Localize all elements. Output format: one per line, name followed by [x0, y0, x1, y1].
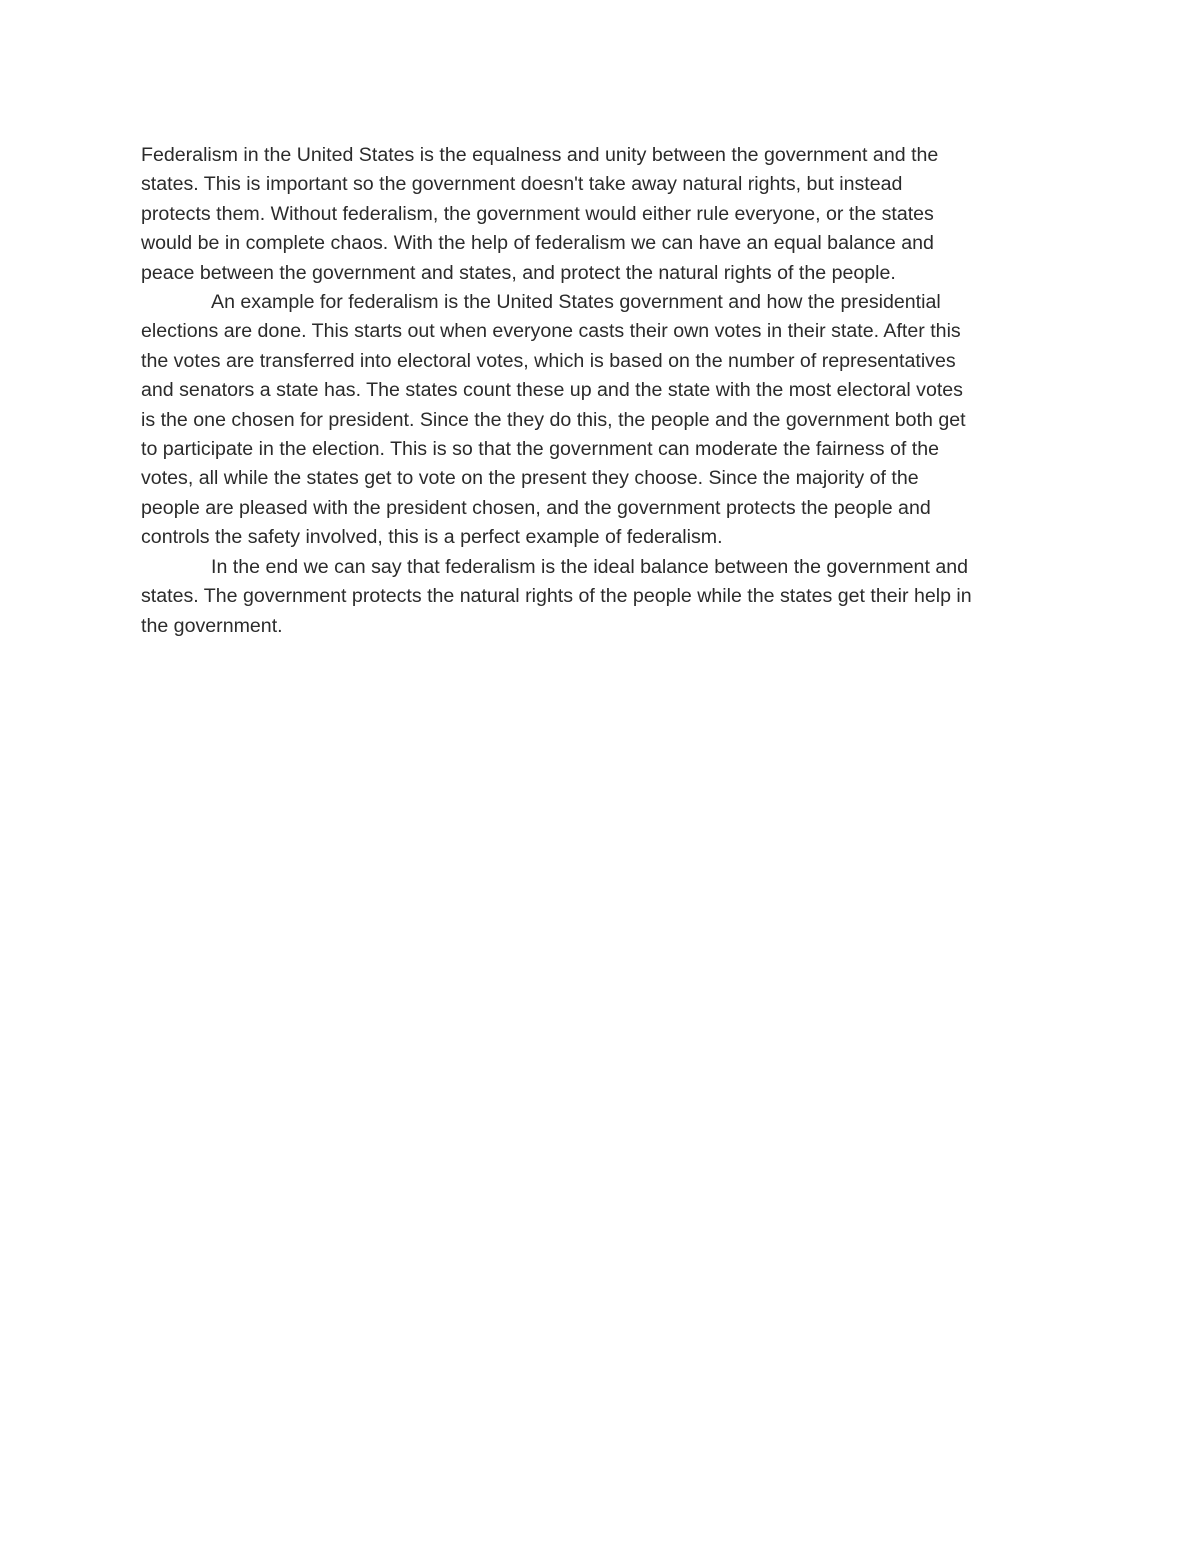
text-line: and senators a state has. The states count these up and the state with the most electoral votes — [141, 379, 963, 402]
text-line: the votes are transferred into electoral votes, which is based on the number of representatives — [141, 349, 956, 372]
text-line: votes, all while the states get to vote on the present they choose. Since the majority of the — [141, 467, 919, 490]
text-line: the government. — [141, 614, 283, 637]
text-line: peace between the government and states, and protect the natural rights of the people. — [141, 261, 896, 284]
text-line: people are pleased with the president chosen, and the government protects the people and — [141, 496, 931, 519]
text-line: states. This is important so the government doesn't take away natural rights, but instead — [141, 173, 903, 196]
text-line: An example for federalism is the United States government and how the presidential — [211, 291, 941, 314]
document-body — [141, 141, 1063, 641]
text-line: In the end we can say that federalism is the ideal balance between the government and — [211, 555, 969, 578]
paragraph-2 — [141, 288, 1063, 553]
text-line: Federalism in the United States is the equalness and unity between the government and the — [141, 144, 939, 166]
paragraph-1 — [141, 141, 1063, 288]
text-line: to participate in the election. This is so that the government can moderate the fairness of the — [141, 438, 939, 461]
text-line: elections are done. This starts out when everyone casts their own votes in their state. After this — [141, 320, 961, 343]
text-line: controls the safety involved, this is a perfect example of federalism. — [141, 526, 723, 549]
text-line: states. The government protects the natural rights of the people while the states get their help in — [141, 585, 972, 608]
text-line: would be in complete chaos. With the help of federalism we can have an equal balance and — [141, 232, 934, 255]
paragraph-3 — [141, 553, 1063, 641]
text-line: is the one chosen for president. Since the they do this, the people and the government both get — [141, 408, 966, 431]
text-line: protects them. Without federalism, the government would either rule everyone, or the states — [141, 202, 934, 225]
